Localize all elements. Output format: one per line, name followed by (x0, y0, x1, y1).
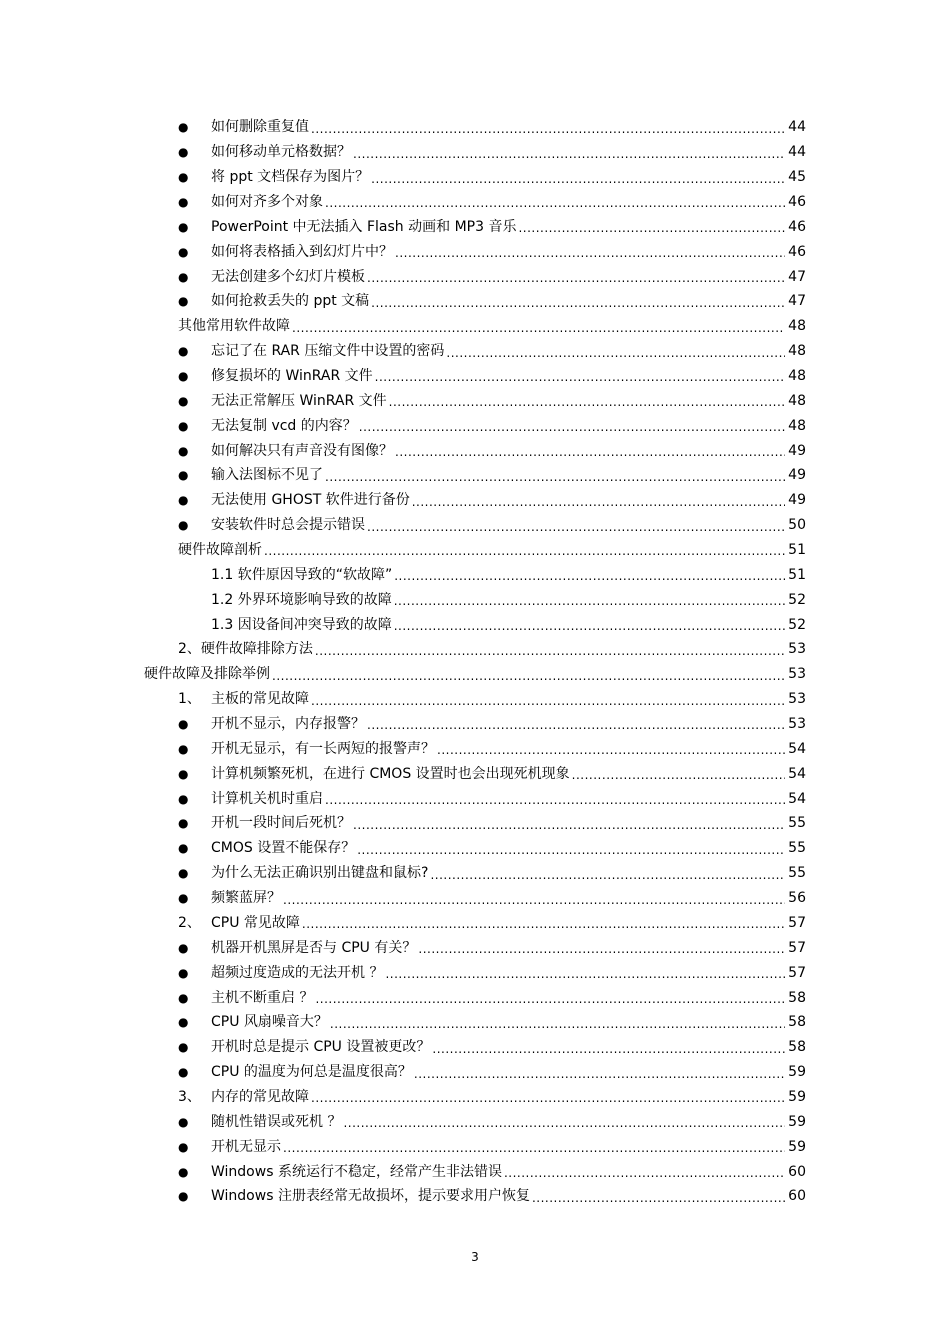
toc-entry[interactable] (0, 538, 950, 563)
toc-leader-dots (283, 1142, 785, 1159)
toc-leader-dots (395, 446, 785, 463)
toc-entry-title: 机器开机黑屏是否与 CPU 有关？ (211, 939, 417, 956)
toc-entry-page: 46 (788, 218, 806, 235)
toc-entry[interactable] (0, 562, 950, 587)
toc-entry[interactable] (0, 165, 950, 190)
toc-entry-page: 57 (788, 914, 806, 931)
bullet-icon: ● (178, 1139, 189, 1154)
toc-entry[interactable] (0, 1035, 950, 1060)
toc-entry[interactable] (0, 935, 950, 960)
toc-entry-page: 57 (788, 939, 806, 956)
toc-entry[interactable] (0, 1085, 950, 1110)
toc-entry-page: 57 (788, 964, 806, 981)
toc-entry-title: 如何对齐多个对象 (211, 194, 323, 210)
bullet-icon: ● (178, 269, 189, 284)
toc-entry-title: 忘记了在 RAR 压缩文件中设置的密码 (211, 343, 445, 360)
toc-entry[interactable] (0, 960, 950, 985)
toc-leader-dots (315, 645, 785, 662)
toc-entry-title: PowerPoint 中无法插入 Flash 动画和 MP3 音乐 (211, 218, 517, 235)
toc-leader-dots (432, 1043, 785, 1060)
toc-entry[interactable] (0, 115, 950, 140)
toc-entry-title: 如何抢救丢失的 ppt 文稿 (211, 293, 370, 310)
toc-entry-page: 53 (788, 641, 806, 658)
toc-entry-title: 随机性错误或死机 ？ (211, 1113, 342, 1130)
toc-leader-dots (359, 421, 785, 438)
toc-entry-page: 47 (788, 268, 806, 285)
toc-entry-page: 60 (788, 1163, 806, 1180)
toc-leader-dots (385, 968, 785, 985)
toc-leader-dots (311, 695, 785, 712)
toc-entry-page: 53 (788, 716, 806, 733)
toc-leader-dots (311, 1092, 785, 1109)
toc-entry-page: 59 (788, 1113, 806, 1130)
toc-entry-title: 为什么无法正确识别出键盘和鼠标? (211, 865, 429, 882)
toc-entry[interactable] (0, 339, 950, 364)
toc-leader-dots (315, 993, 785, 1010)
toc-entry-title: 无法复制 vcd 的内容？ (211, 417, 357, 434)
toc-entry-title: 计算机频繁死机，在进行 CMOS 设置时也会出现死机现象 (211, 765, 570, 782)
toc-entry-number: 3、 (178, 1088, 201, 1105)
toc-entry-page: 52 (788, 616, 806, 633)
toc-entry-title: 如何解决只有声音没有图像？ (211, 442, 393, 459)
bullet-icon: ● (178, 841, 189, 856)
toc-entry[interactable] (0, 488, 950, 513)
toc-entry[interactable] (0, 190, 950, 215)
toc-entry-title: Windows 注册表经常无故损坏，提示要求用户恢复 (211, 1188, 530, 1205)
table-of-contents (0, 115, 950, 1209)
toc-leader-dots (504, 1167, 785, 1184)
bullet-icon: ● (178, 468, 189, 483)
toc-leader-dots (446, 347, 785, 364)
toc-entry-title: 开机无显示，有一长两短的报警声？ (211, 740, 435, 757)
toc-entry-page: 55 (788, 840, 806, 857)
toc-leader-dots (375, 371, 785, 388)
toc-leader-dots (325, 794, 785, 811)
toc-entry[interactable] (0, 289, 950, 314)
toc-entry-page: 47 (788, 293, 806, 310)
bullet-icon: ● (178, 1114, 189, 1129)
toc-entry-page: 44 (788, 119, 806, 136)
toc-entry-title: 1.3 因设备间冲突导致的故障 (211, 616, 392, 633)
toc-entry[interactable] (0, 786, 950, 811)
toc-leader-dots (330, 1018, 785, 1035)
bullet-icon: ● (178, 443, 189, 458)
bullet-icon: ● (178, 940, 189, 955)
bullet-icon: ● (178, 891, 189, 906)
toc-entry-title: CPU 的温度为何总是温度很高？ (211, 1064, 412, 1081)
toc-entry-page: 56 (788, 890, 806, 907)
toc-entry[interactable] (0, 388, 950, 413)
bullet-icon: ● (178, 145, 189, 160)
toc-entry[interactable] (0, 1184, 950, 1209)
toc-entry[interactable] (0, 712, 950, 737)
toc-entry[interactable] (0, 214, 950, 239)
toc-entry-page: 58 (788, 1039, 806, 1056)
toc-entry[interactable] (0, 811, 950, 836)
toc-entry-page: 48 (788, 343, 806, 360)
bullet-icon: ● (178, 766, 189, 781)
toc-leader-dots (302, 918, 785, 935)
toc-entry[interactable] (0, 438, 950, 463)
toc-entry-page: 54 (788, 765, 806, 782)
toc-entry-page: 60 (788, 1188, 806, 1205)
bullet-icon: ● (178, 120, 189, 135)
toc-leader-dots (272, 670, 785, 687)
bullet-icon: ● (178, 1189, 189, 1204)
toc-leader-dots (572, 769, 785, 786)
toc-entry[interactable] (0, 513, 950, 538)
bullet-icon: ● (178, 344, 189, 359)
toc-entry[interactable] (0, 736, 950, 761)
toc-entry-page: 49 (788, 492, 806, 509)
toc-entry-page: 48 (788, 417, 806, 434)
toc-entry[interactable] (0, 1109, 950, 1134)
toc-entry-page: 52 (788, 591, 806, 608)
toc-entry[interactable] (0, 886, 950, 911)
toc-leader-dots (343, 1117, 785, 1134)
toc-entry-page: 55 (788, 865, 806, 882)
page-number: 3 (471, 1250, 479, 1264)
toc-entry-title: 开机不显示，内存报警？ (211, 716, 365, 733)
toc-entry-title: CPU 常见故障 (211, 914, 300, 931)
toc-entry-page: 58 (788, 989, 806, 1006)
toc-entry-page: 49 (788, 442, 806, 459)
toc-leader-dots (353, 148, 785, 165)
bullet-icon: ● (178, 1164, 189, 1179)
toc-entry-page: 54 (788, 740, 806, 757)
toc-entry-title: 无法正常解压 WinRAR 文件 (211, 392, 387, 409)
toc-entry-page: 58 (788, 1014, 806, 1031)
toc-leader-dots (414, 1068, 785, 1085)
toc-entry-title: 输入法图标不见了 (211, 467, 323, 484)
toc-entry-title: 硬件故障剖析 (178, 542, 262, 559)
toc-entry-title: 如何移动单元格数据？ (211, 144, 351, 161)
toc-entry[interactable] (0, 911, 950, 936)
toc-entry[interactable] (0, 140, 950, 165)
toc-entry-title: 内存的常见故障 (211, 1088, 309, 1105)
toc-leader-dots (412, 496, 785, 513)
toc-entry-title: 如何将表格插入到幻灯片中？ (211, 243, 393, 260)
toc-entry[interactable] (0, 463, 950, 488)
toc-leader-dots (371, 297, 785, 314)
toc-leader-dots (518, 222, 785, 239)
toc-leader-dots (371, 173, 785, 190)
toc-entry-title: 主板的常见故障 (211, 691, 309, 708)
toc-entry-page: 44 (788, 144, 806, 161)
toc-entry-title: 1.1 软件原因导致的“软故障” (211, 566, 393, 583)
toc-leader-dots (532, 1192, 785, 1209)
toc-leader-dots (418, 943, 785, 960)
toc-leader-dots (264, 545, 785, 562)
toc-entry[interactable] (0, 413, 950, 438)
toc-entry-title: 2、硬件故障排除方法 (178, 641, 313, 658)
toc-entry-page: 53 (788, 691, 806, 708)
bullet-icon: ● (178, 294, 189, 309)
toc-entry[interactable] (0, 1134, 950, 1159)
toc-entry-title: CMOS 设置不能保存？ (211, 840, 356, 857)
toc-entry[interactable] (0, 761, 950, 786)
bullet-icon: ● (178, 170, 189, 185)
toc-leader-dots (389, 396, 785, 413)
bullet-icon: ● (178, 393, 189, 408)
toc-entry-page: 59 (788, 1088, 806, 1105)
toc-entry-page: 55 (788, 815, 806, 832)
toc-entry-title: 无法使用 GHOST 软件进行备份 (211, 492, 410, 509)
bullet-icon: ● (178, 791, 189, 806)
toc-leader-dots (292, 322, 785, 339)
toc-leader-dots (430, 869, 785, 886)
toc-entry-title: 硬件故障及排除举例 (144, 666, 270, 683)
toc-entry[interactable] (0, 587, 950, 612)
toc-entry-title: 1.2 外界环境影响导致的故障 (211, 591, 392, 608)
toc-entry-page: 50 (788, 517, 806, 534)
toc-entry-page: 53 (788, 666, 806, 683)
toc-leader-dots (437, 744, 785, 761)
bullet-icon: ● (178, 717, 189, 732)
toc-leader-dots (367, 272, 785, 289)
toc-entry-page: 59 (788, 1064, 806, 1081)
bullet-icon: ● (178, 244, 189, 259)
toc-leader-dots (283, 894, 785, 911)
bullet-icon: ● (178, 741, 189, 756)
toc-entry[interactable] (0, 364, 950, 389)
bullet-icon: ● (178, 866, 189, 881)
bullet-icon: ● (178, 418, 189, 433)
toc-entry-page: 54 (788, 790, 806, 807)
toc-entry-title: 其他常用软件故障 (178, 318, 290, 335)
toc-leader-dots (353, 819, 785, 836)
toc-leader-dots (311, 123, 785, 140)
toc-entry-title: CPU 风扇噪音大？ (211, 1014, 328, 1031)
toc-entry-page: 48 (788, 318, 806, 335)
toc-entry-title: 开机一段时间后死机？ (211, 815, 351, 832)
toc-leader-dots (357, 844, 785, 861)
bullet-icon: ● (178, 1015, 189, 1030)
toc-entry-page: 51 (788, 566, 806, 583)
toc-entry-page: 51 (788, 542, 806, 559)
bullet-icon: ● (178, 493, 189, 508)
toc-entry[interactable] (0, 612, 950, 637)
bullet-icon: ● (178, 219, 189, 234)
toc-entry[interactable] (0, 1010, 950, 1035)
bullet-icon: ● (178, 195, 189, 209)
bullet-icon: ● (178, 965, 189, 980)
toc-entry-title: 开机时总是提示 CPU 设置被更改？ (211, 1039, 431, 1056)
toc-entry[interactable] (0, 1060, 950, 1085)
bullet-icon: ● (178, 518, 189, 533)
toc-entry-page: 45 (788, 169, 806, 186)
toc-entry-title: 安装软件时总会提示错误 (211, 517, 365, 534)
toc-entry-page: 46 (788, 194, 806, 210)
toc-leader-dots (394, 570, 785, 587)
toc-entry-title: 将 ppt 文档保存为图片？ (211, 169, 370, 186)
toc-entry-number: 2、 (178, 914, 201, 931)
toc-entry-title: 频繁蓝屏？ (211, 890, 281, 907)
toc-entry[interactable] (0, 239, 950, 264)
toc-entry-title: Windows 系统运行不稳定，经常产生非法错误 (211, 1163, 502, 1180)
toc-entry[interactable] (0, 264, 950, 289)
toc-entry-title: 如何删除重复值 (211, 119, 309, 136)
toc-leader-dots (394, 595, 785, 612)
bullet-icon: ● (178, 1065, 189, 1080)
bullet-icon: ● (178, 369, 189, 384)
toc-entry-page: 59 (788, 1138, 806, 1155)
toc-entry-title: 计算机关机时重启 (211, 790, 323, 807)
bullet-icon: ● (178, 816, 189, 831)
toc-entry-title: 无法创建多个幻灯片模板 (211, 268, 365, 285)
toc-entry[interactable] (0, 687, 950, 712)
toc-entry-title: 主机不断重启 ？ (211, 989, 314, 1006)
toc-entry[interactable] (0, 985, 950, 1010)
toc-entry-page: 49 (788, 467, 806, 484)
toc-entry[interactable] (0, 836, 950, 861)
toc-entry[interactable] (0, 662, 950, 687)
toc-entry-number: 1、 (178, 691, 201, 708)
toc-entry-page: 48 (788, 392, 806, 409)
toc-entry[interactable] (0, 1159, 950, 1184)
toc-entry[interactable] (0, 637, 950, 662)
toc-leader-dots (367, 719, 785, 736)
toc-entry-page: 48 (788, 368, 806, 385)
bullet-icon: ● (178, 990, 189, 1005)
toc-entry[interactable] (0, 861, 950, 886)
toc-leader-dots (367, 521, 785, 538)
bullet-icon: ● (178, 1040, 189, 1055)
toc-entry-title: 开机无显示 (211, 1138, 281, 1155)
toc-leader-dots (325, 197, 785, 214)
toc-entry-page: 46 (788, 243, 806, 260)
toc-entry-title: 修复损坏的 WinRAR 文件 (211, 368, 373, 385)
toc-entry-title: 超频过度造成的无法开机 ？ (211, 964, 384, 981)
toc-leader-dots (394, 620, 785, 637)
toc-leader-dots (325, 471, 785, 488)
toc-leader-dots (395, 247, 785, 264)
toc-entry[interactable] (0, 314, 950, 339)
